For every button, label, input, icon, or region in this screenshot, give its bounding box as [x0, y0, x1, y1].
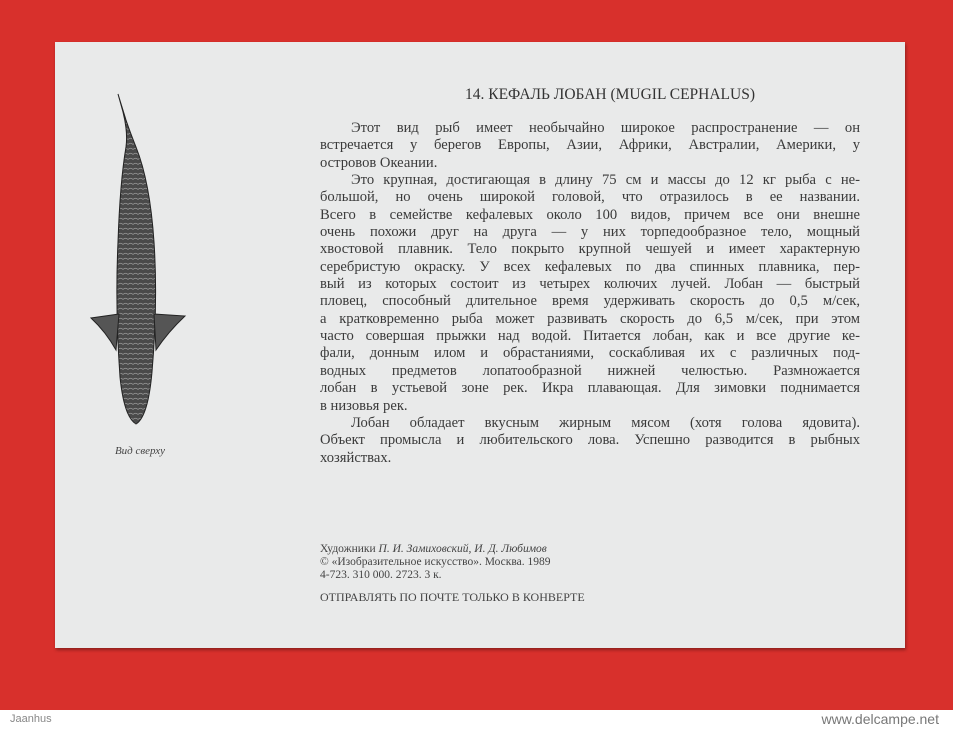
- text-line: лобан в устьевой зоне рек. Икра плавающая. Для зимовки поднимается: [320, 380, 860, 397]
- illustration-caption: Вид сверху: [114, 445, 166, 457]
- description-text: [320, 120, 860, 467]
- site-watermark: www.delcampe.net: [821, 711, 939, 727]
- text-line: хозяйствах.: [320, 449, 392, 466]
- artists-names: П. И. Замиховский, И. Д. Любимов: [378, 543, 547, 555]
- text-line: вый из которых состоит из четырех колючих лучей. Лобан — быстрый: [320, 276, 860, 293]
- mullet-fish-illustration: [88, 92, 198, 432]
- text-line: встречается у берегов Европы, Азии, Африки, Австралии, Америки, у: [320, 137, 860, 154]
- text-line: Этот вид рыб имеет необычайно широкое распространение — он: [351, 120, 860, 136]
- text-line: очень похожи друг на друга — у них торпедообразное тело, мощный: [320, 224, 860, 241]
- text-line: Всего в семействе кефалевых около 100 видов, причем все они внешне: [320, 206, 860, 223]
- seller-watermark: Jaanhus: [10, 713, 52, 725]
- text-line: а кратковременно рыба может развивать скорость до 6,5 м/сек, при этом: [320, 310, 860, 327]
- publisher: © «Изобразительное искусство». Москва. 1989: [320, 556, 551, 568]
- mailing-note: ОТПРАВЛЯТЬ ПО ПОЧТЕ ТОЛЬКО В КОНВЕРТЕ: [320, 590, 585, 604]
- text-line: Лобан обладает вкусным жирным мясом (хотя голова ядовита).: [351, 414, 860, 431]
- text-line: фали, донным илом и обрастаниями, соскабливая их с различных под-: [320, 345, 860, 362]
- text-line: часто совершая прыжки над водой. Питается лобан, как и все другие ке-: [320, 328, 860, 345]
- text-line: водных предметов лопатообразной нижней челюстью. Размножается: [320, 362, 860, 379]
- print-code: 4-723. 310 000. 2723. 3 к.: [320, 569, 442, 581]
- text-line: хвостовой плавник. Тело покрыто крупной чешуей и имеет характерную: [320, 241, 860, 258]
- text-line: серебристую окраску. У всех кефалевых по два спинных плавника, пер-: [320, 258, 860, 275]
- text-line: большой, но очень широкой головой, что отразилось в ее названии.: [320, 189, 860, 206]
- text-line: в низовья рек.: [320, 397, 408, 414]
- card-title: 14. КЕФАЛЬ ЛОБАН (MUGIL CEPHALUS): [465, 86, 755, 103]
- credits: [320, 543, 551, 582]
- text-line: островов Океании.: [320, 154, 438, 171]
- text-line: Объект промысла и любительского лова. Успешно разводится в рыбных: [320, 432, 860, 449]
- artists-label: Художники: [320, 543, 376, 555]
- text-line: пловец, способный длительное время удерживать скорость до 0,5 м/сек,: [320, 293, 860, 310]
- postcard: [55, 42, 905, 648]
- text-line: Это крупная, достигающая в длину 75 см и массы до 12 кг рыба с не-: [351, 172, 860, 189]
